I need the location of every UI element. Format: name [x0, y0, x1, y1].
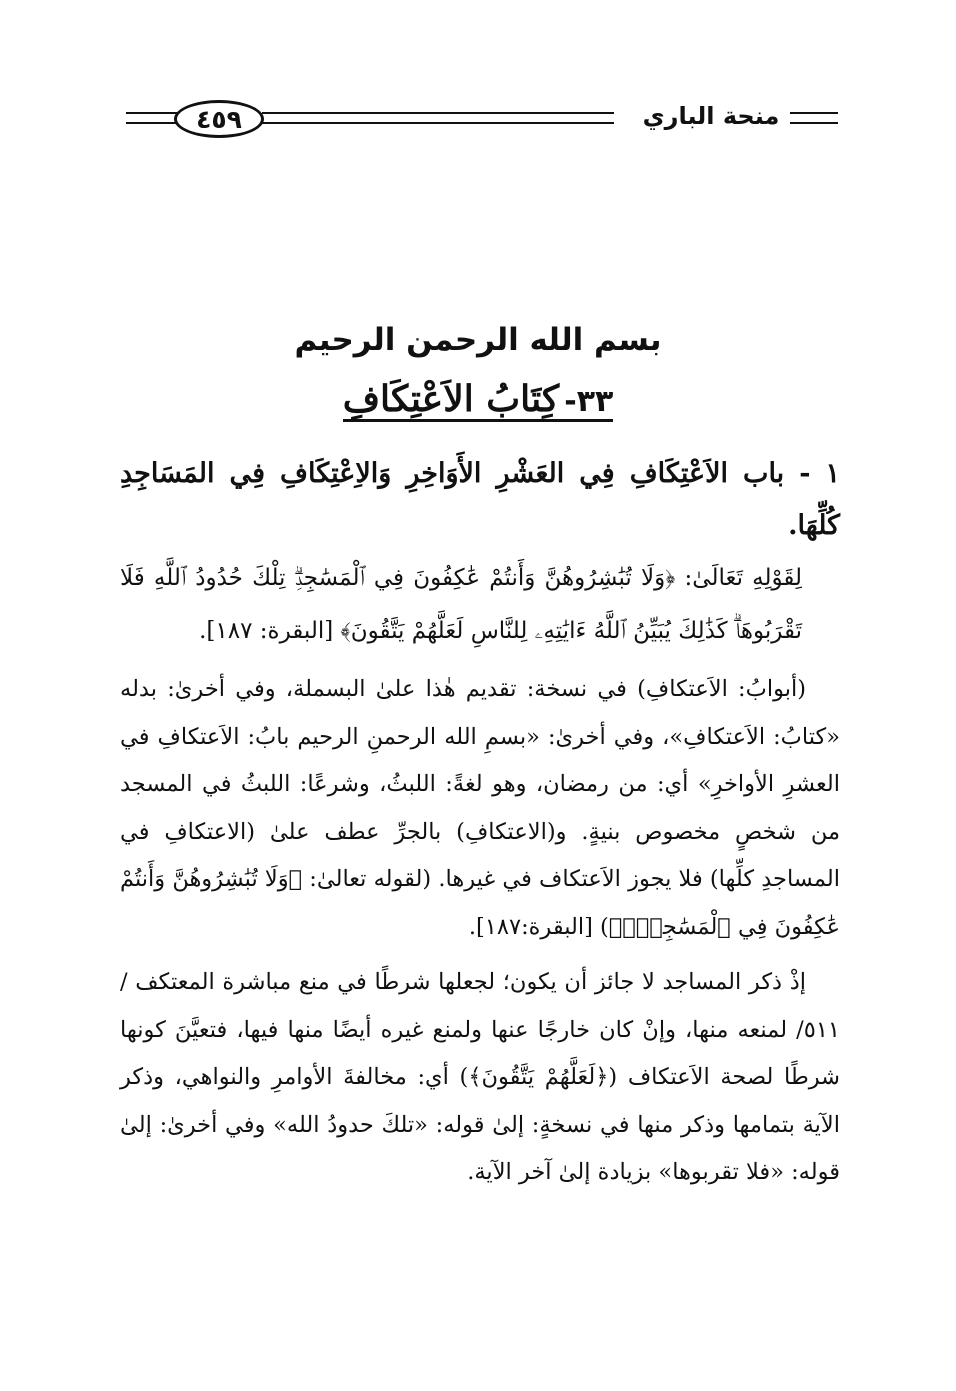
- header-rule: [790, 122, 838, 124]
- commentary-paragraph: إذْ ذكر المساجد لا جائز أن يكون؛ لجعلها شرطًا في منع مباشرة المعتكف /٥١١/ لمنعه منها، وإنْ كان خارجًا عنها ولمنع غيره أيضًا منها فيها، فتعيَّنَ كونها شرطًا لصحة الاَعتكاف (﴿لَعَلَّهُمْ يَتَّقُونَ﴾) أي: مخالفةَ الأوامرِ والنواهي، وذكر الآية بتمامها وذكر منها في نسخةٍ: إلىٰ قوله: «تلكَ حدودُ الله» وفي أخرىٰ: إلىٰ قوله: «فلا تقربوها» بزيادة إلىٰ آخر الآية.: [120, 969, 840, 1185]
- chapter-number: ٣٣-: [564, 384, 614, 419]
- chapter-heading: [200, 378, 756, 438]
- page-number: ٤٥٩: [196, 104, 242, 134]
- bab-heading: ١ - باب الاَعْتِكَافِ فِي العَشْرِ الأَوَاخِرِ وَالاِعْتِكَافِ فِي المَسَاجِدِ كُلِّهَا.: [120, 458, 840, 541]
- commentary-paragraph: (أبوابُ: الاَعتكافِ) في نسخة: تقديم هٰذا علىٰ البسملة، وفي أخرىٰ: بدله «كتابُ: الاَعتكافِ»، وفي أخرىٰ: «بسمِ الله الرحمنِ الرحيم بابُ: الاَعتكافِ في العشرِ الأواخرِ» أي: من رمضان، وهو لغةً: اللبثُ، وشرعًا: اللبثُ في المسجد من شخصٍ مخصوص بنيةٍ. و(الاعتكافِ) بالجرِّ عطف علىٰ (الاعتكافِ في المساجدِ كلِّها) فلا يجوز الاَعتكاف في غيرها. (لقوله تعالىٰ: ﴿وَلَا تُبَٰشِرُوهُنَّ وَأَنتُمْ عَٰكِفُونَ فِي ٱلْمَسَٰجِدِۗ﴾) [البقرة:١٨٧].: [120, 676, 840, 940]
- header-rule: [790, 112, 838, 114]
- page-number-oval: [174, 100, 264, 138]
- running-header: [126, 96, 838, 146]
- header-rule: [126, 112, 178, 114]
- header-rule: [262, 122, 614, 124]
- chapter-title: كِتَابُ الاَعْتِكَافِ: [342, 378, 560, 420]
- body-text: [120, 448, 840, 1197]
- header-rule: [262, 112, 614, 114]
- quran-verse-block: لِقَوْلِهِ تَعَالَىٰ: ﴿وَلَا تُبَٰشِرُوهُنَّ وَأَنتُمْ عَٰكِفُونَ فِي ٱلْمَسَٰجِدِۗ تِلْكَ حُدُودُ ٱللَّهِ فَلَا تَقْرَبُوهَاۗ كَذَٰلِكَ يُبَيِّنُ ٱللَّهُ ءَايَٰتِهِۦ لِلنَّاسِ لَعَلَّهُمْ يَتَّقُونَ﴾ [البقرة: ١٨٧].: [120, 565, 802, 644]
- header-rule: [126, 122, 178, 124]
- chapter-underline: [343, 419, 614, 422]
- book-title: منحة الباري: [642, 102, 780, 130]
- basmala: بسم الله الرحمن الرحيم: [294, 322, 662, 358]
